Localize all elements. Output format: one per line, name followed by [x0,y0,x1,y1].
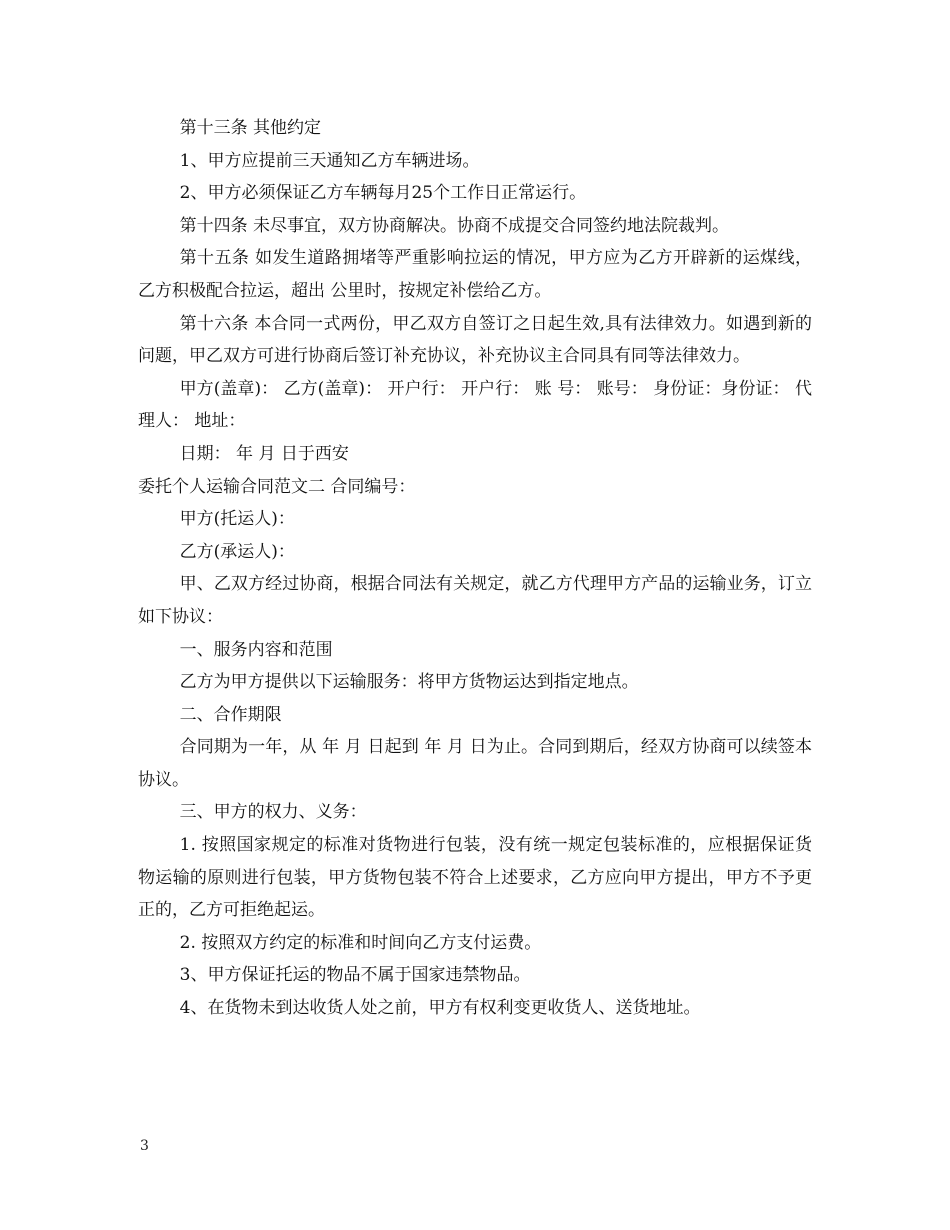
paragraph: 乙方为甲方提供以下运输服务：将甲方货物运达到指定地点。 [179,672,639,693]
section-heading: 二、合作期限 [179,704,282,725]
paragraph: 1. 按照国家规定的标准对货物进行包装，没有统一规定包装标准的，应根据保证货物运输的原则进行包装，甲方货物包装不符合上述要求，乙方应向甲方提出，甲方不予更正的，乙方可拒绝起运。 [138,835,812,921]
paragraph: 2、甲方必须保证乙方车辆每月25个工作日正常运行。 [179,183,587,204]
paragraph: 合同期为一年，从 年 月 日起到 年 月 日为止。合同到期后，经双方协商可以续签本协议。 [138,737,812,790]
paragraph: 第十三条 其他约定 [179,118,322,138]
document-body [138,112,812,1025]
section-heading: 一、服务内容和范围 [179,639,333,660]
page-number: 3 [140,1138,149,1154]
paragraph: 第十六条 本合同一式两份，甲乙双方自签订之日起生效,具有法律效力。如遇到新的问题，甲乙双方可进行协商后签订补充协议，补充协议主合同具有同等法律效力。 [138,313,812,367]
party-a-line: 甲方(托运人)： [179,509,295,530]
section-heading: 三、甲方的权力、义务： [179,802,367,823]
paragraph: 1、甲方应提前三天通知乙方车辆进场。 [179,150,480,171]
date-line: 日期： 年 月 日于西安 [179,443,349,464]
contract-heading: 委托个人运输合同范文二 合同编号： [138,476,416,497]
paragraph: 第十四条 未尽事宜，双方协商解决。协商不成提交合同签约地法院裁判。 [179,215,730,236]
paragraph: 甲、乙双方经过协商，根据合同法有关规定，就乙方代理甲方产品的运输业务，订立如下协议： [138,574,812,627]
paragraph: 第十五条 如发生道路拥堵等严重影响拉运的情况，甲方应为乙方开辟新的运煤线，乙方积极配合拉运，超出 公里时，按规定补偿给乙方。 [138,248,812,301]
paragraph: 4、在货物未到达收货人处之前，甲方有权利变更收货人、送货地址。 [179,998,701,1019]
signature-block: 甲方(盖章)： 乙方(盖章)： 开户行： 开户行： 账 号： 账号： 身份证：身份证： 代理人： 地址： [138,378,812,432]
paragraph: 3、甲方保证托运的物品不属于国家违禁物品。 [179,965,531,986]
paragraph: 2. 按照双方约定的标准和时间向乙方支付运费。 [179,932,542,953]
party-b-line: 乙方(承运人)： [179,541,295,562]
